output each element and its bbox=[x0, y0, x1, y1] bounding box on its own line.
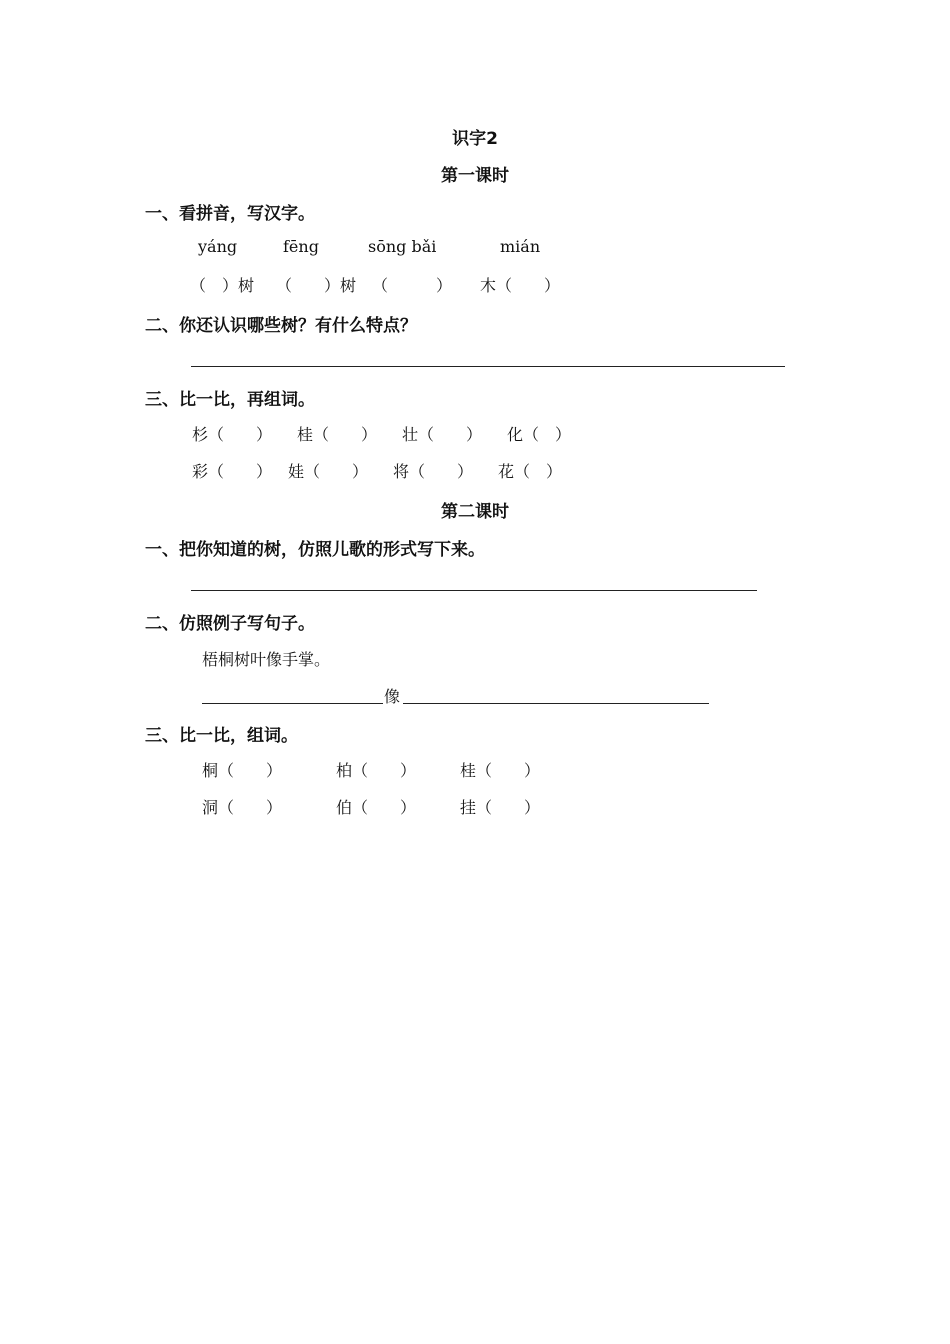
answer-line-trees[interactable] bbox=[191, 366, 785, 367]
answer-line-subject[interactable] bbox=[202, 703, 383, 704]
example-sentence: 梧桐树叶像手掌。 bbox=[202, 650, 331, 669]
page-title: 识字2 bbox=[452, 129, 498, 149]
word-cai[interactable]: 彩（ ） bbox=[192, 462, 273, 481]
lesson1-q2-heading: 二、你还认识哪些树？有什么特点？ bbox=[145, 316, 417, 336]
word-bo[interactable]: 伯（ ） bbox=[336, 798, 417, 817]
word-zhuang[interactable]: 壮（ ） bbox=[402, 425, 483, 444]
word-dong[interactable]: 洞（ ） bbox=[202, 798, 283, 817]
blank-mian-mu[interactable]: 木（ ） bbox=[480, 276, 561, 295]
word-tong[interactable]: 桐（ ） bbox=[202, 761, 283, 780]
pinyin-songbai: sōng bǎi bbox=[368, 237, 437, 256]
lesson1-label: 第一课时 bbox=[441, 166, 509, 186]
pinyin-yang: yáng bbox=[198, 237, 238, 256]
lesson2-q3-heading: 三、比一比，组词。 bbox=[145, 726, 298, 746]
pinyin-feng: fēng bbox=[283, 237, 319, 256]
lesson1-q1-heading: 一、看拼音，写汉字。 bbox=[145, 204, 315, 224]
word-bai[interactable]: 柏（ ） bbox=[336, 761, 417, 780]
pinyin-mian: mián bbox=[500, 237, 541, 256]
word-gui2[interactable]: 桂（ ） bbox=[460, 761, 541, 780]
word-wa[interactable]: 娃（ ） bbox=[288, 462, 369, 481]
lesson2-q2-heading: 二、仿照例子写句子。 bbox=[145, 614, 315, 634]
word-xiang: 像 bbox=[384, 687, 401, 706]
lesson2-label: 第二课时 bbox=[441, 502, 509, 522]
blank-songbai[interactable]: （ ） bbox=[372, 276, 453, 295]
answer-line-poem[interactable] bbox=[191, 590, 757, 591]
word-gui[interactable]: 桂（ ） bbox=[297, 425, 378, 444]
lesson2-q1-heading: 一、把你知道的树，仿照儿歌的形式写下来。 bbox=[145, 540, 485, 560]
blank-feng-shu[interactable]: （ ）树 bbox=[276, 276, 357, 295]
blank-yang-shu[interactable]: （ ）树 bbox=[190, 276, 255, 295]
word-hua[interactable]: 化（ ） bbox=[507, 425, 572, 444]
lesson1-q3-heading: 三、比一比，再组词。 bbox=[145, 390, 315, 410]
word-huaflower[interactable]: 花（ ） bbox=[498, 462, 563, 481]
word-jiang[interactable]: 将（ ） bbox=[393, 462, 474, 481]
word-gua[interactable]: 挂（ ） bbox=[460, 798, 541, 817]
word-shan[interactable]: 杉（ ） bbox=[192, 425, 273, 444]
answer-line-object[interactable] bbox=[403, 703, 709, 704]
